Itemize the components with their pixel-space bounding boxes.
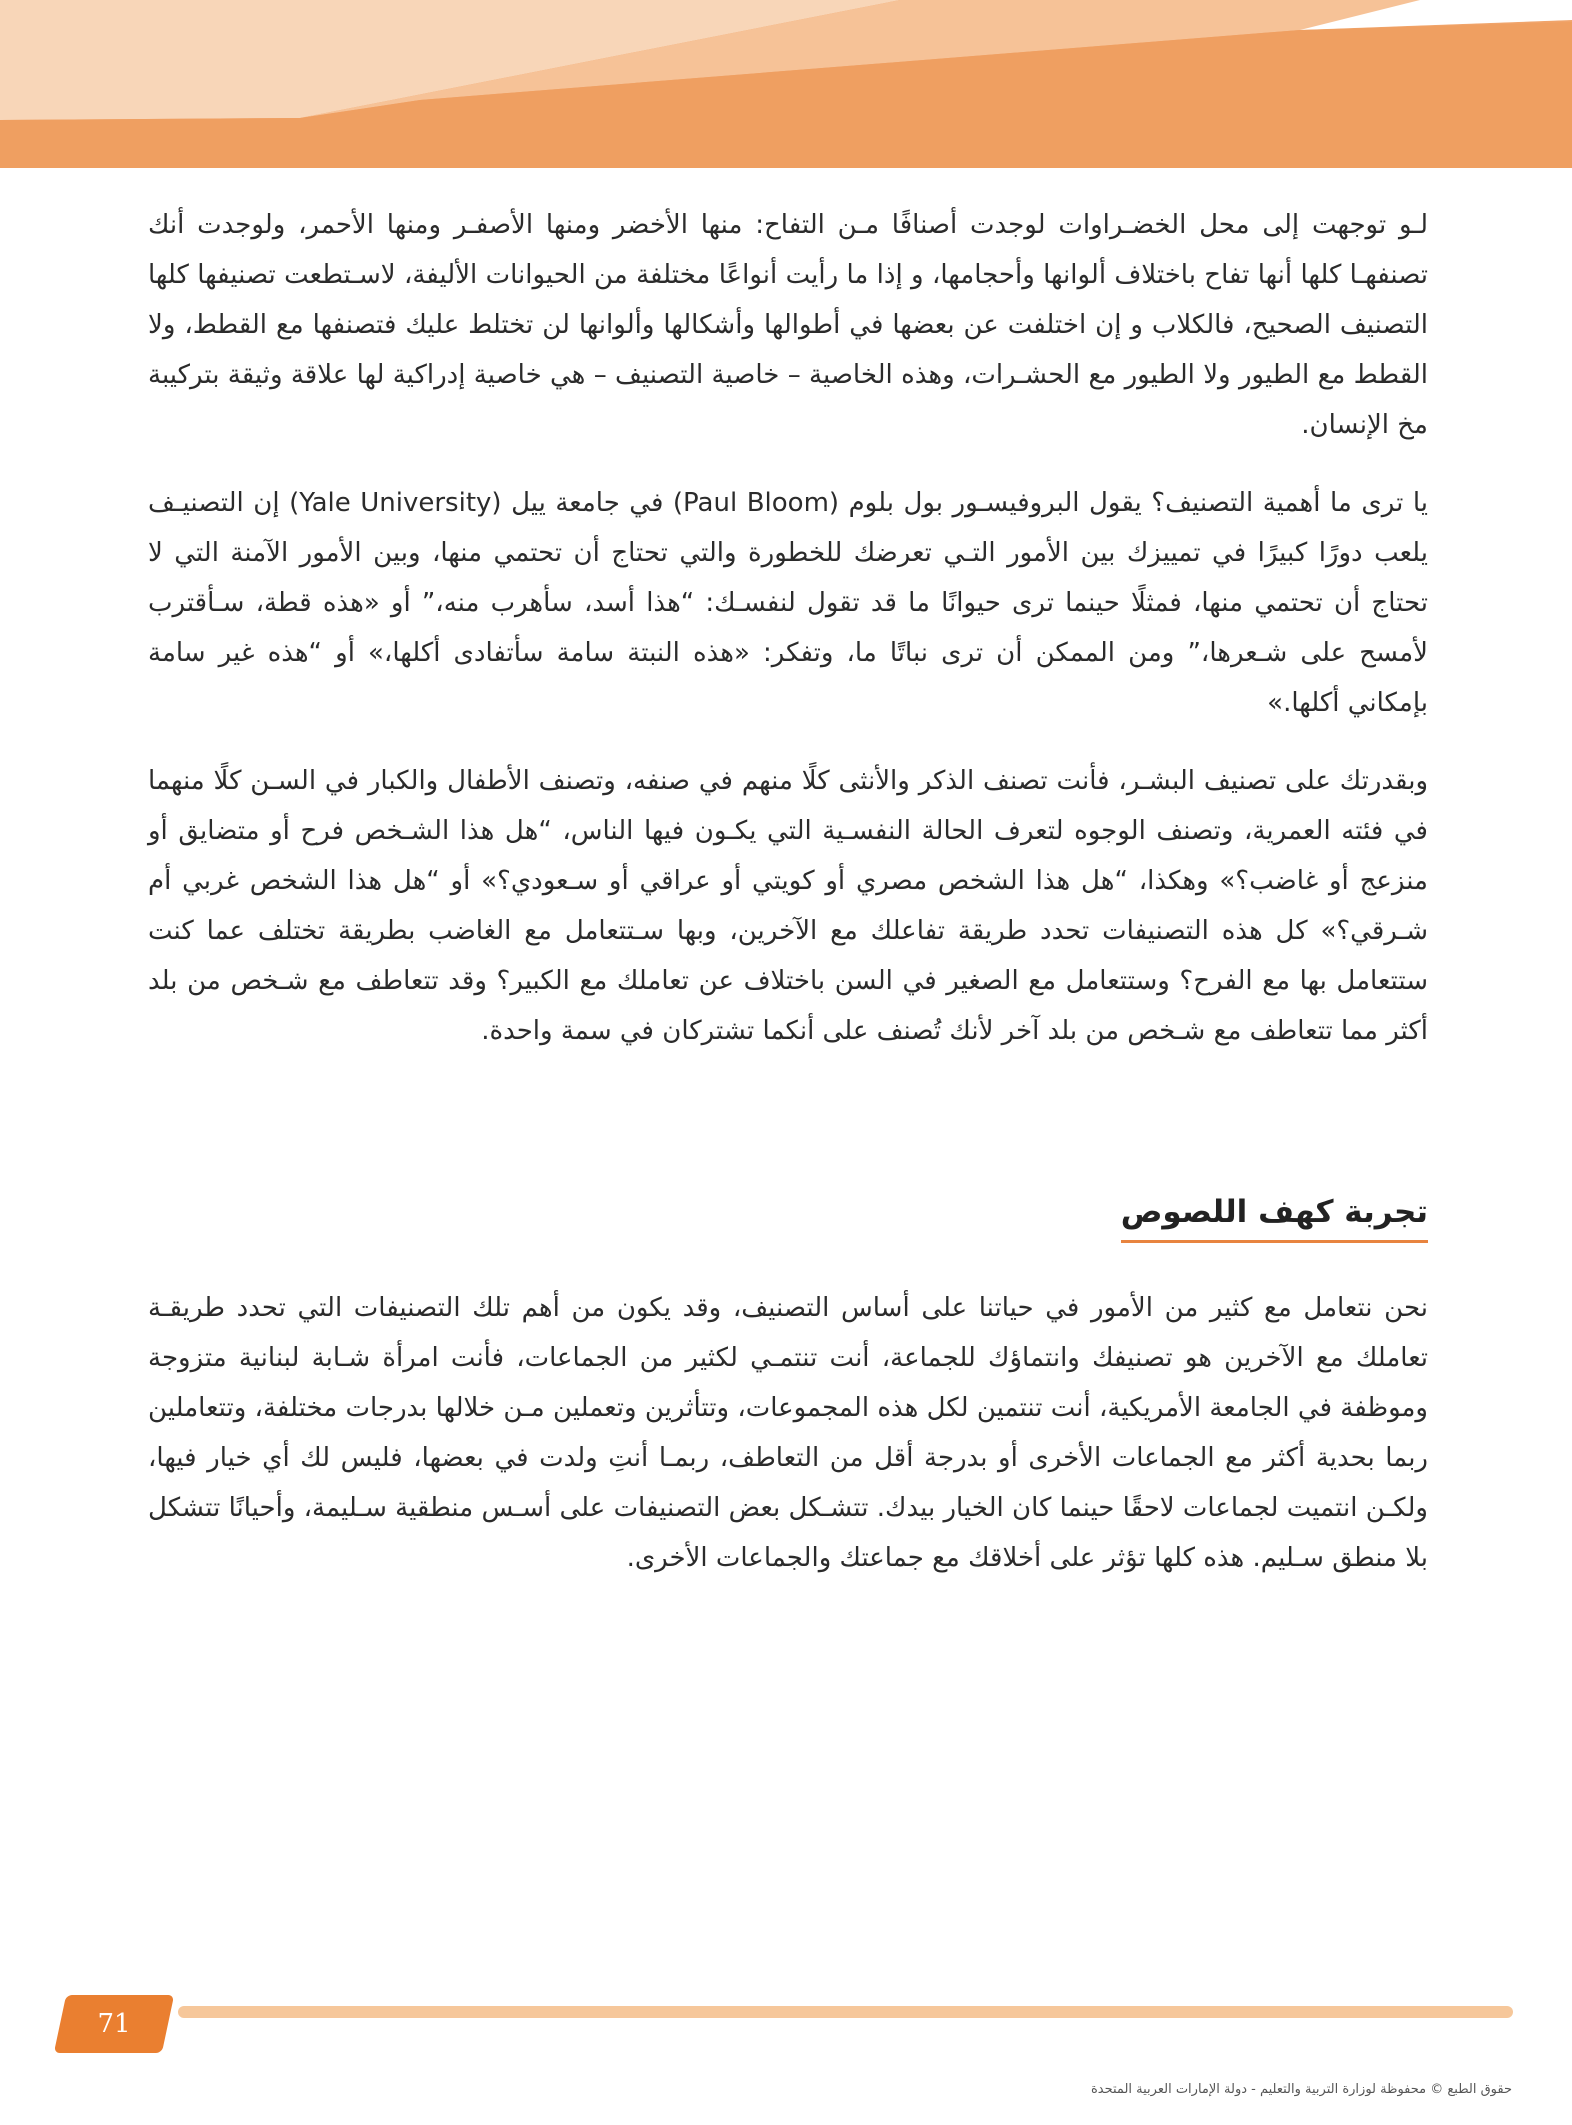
paragraph-groups: نحن نتعامل مع كثير من الأمور في حياتنا على أساس التصنيف، وقد يكون من أهم تلك التصنيفات التي تحدد طريقـة تعاملك مع الآخرين هو تصنيفك وانتماؤك للجماعة، أنت تنتمـي لكثير من الجماعات، فأنت امرأة شـابة لبنانية متزوجة وموظفة في الجامعة الأمريكية، أنت تنتمين لكل هذه المجموعات، وتتأثرين وتعملين مـن خلالها بدرجات مختلفة، وتتعاملين ربما بحدية أكثر مع الجماعات الأخرى أو بدرجة أقل من التعاطف، ربمـا أنتِ ولدت في بعضها، فليس لك أي خيار فيها، ولكـن انتميت لجماعات لاحقًا حينما كان الخيار بيدك. تتشـكل بعض التصنيفات على أسـس منطقية سـليمة، وأحيانًا تتشكل بلا منطق سـليم. هذه كلها تؤثر على أخلاقك مع جماعتك والجماعات الأخرى. xyxy=(148,1293,1428,1573)
paragraph-people: وبقدرتك على تصنيف البشـر، فأنت تصنف الذكر والأنثى كلًا منهم في صنفه، وتصنف الأطفال والكبار في السـن كلًا منهما في فئته العمرية، وتصنف الوجوه لتعرف الحالة النفسـية التي يكـون فيها الناس، “هل هذا الشـخص فرح أو متضايق أو منزعج أو غاضب؟» وهكذا، “هل هذا الشخص مصري أو كويتي أو عراقي أو سـعودي؟» أو “هل هذا الشخص غربي أم شـرقي؟» كل هذه التصنيفات تحدد طريقة تفاعلك مع الآخرين، وبها سـتتعامل مع الغاضب بطريقة تختلف عما كنت ستتعامل بها مع الفرح؟ وستتعامل مع الصغير في السن باختلاف عن تعاملك مع الكبير؟ وقد تتعاطف مع شـخص من بلد أكثر مما تتعاطف مع شـخص من بلد آخر لأنك تُصنف على أنكما تشتركان في سمة واحدة. xyxy=(148,766,1428,1046)
paragraph-apples: لـو توجهت إلى محل الخضـراوات لوجدت أصنافًا مـن التفاح: منها الأخضر ومنها الأصفـر ومنها الأحمر، ولوجدت أنك تصنفهـا كلها أنها تفاح باختلاف ألوانها وأحجامها، و إذا ما رأيت أنواعًا مختلفة من الحيوانات الأليفة، لاسـتطعت تصنيفها كلها التصنيف الصحيح، فالكلاب و إن اختلفت عن بعضها في أطوالها وأشكالها وألوانها لن تختلط عليك فتصنفها مع القطط، ولا القطط مع الطيور ولا الطيور مع الحشـرات، وهذه الخاصية – خاصية التصنيف – هي خاصية إدراكية لها علاقة وثيقة بتركيبة مخ الإنسان. xyxy=(148,210,1428,440)
page-number: 71 xyxy=(97,2009,131,2039)
section-title-wrap xyxy=(148,1084,1428,1283)
copyright-notice: حقوق الطبع © محفوظة لوزارة التربية والتعليم - دولة الإمارات العربية المتحدة xyxy=(1090,2082,1512,2097)
paragraph-importance: يا ترى ما أهمية التصنيف؟ يقول البروفيسـور بول بلوم (Paul Bloom) في جامعة ييل (Yale University) إن التصنيـف يلعب دورًا كبيرًا في تمييزك بين الأمور التـي تعرضك للخطورة والتي تحتاج أن تحتمي منها، وبين الأمور الآمنة التي لا تحتاج أن تحتمي منها، فمثلًا حينما ترى حيوانًا ما قد تقول لنفسـك: “هذا أسد، سأهرب منه،” أو «هذه قطة، سـأقترب لأمسح على شـعرها،” ومن الممكن أن ترى نباتًا ما، وتفكر: «هذه النبتة سامة سأتفادى أكلها،» أو “هذه غير سامة بإمكاني أكلها.» xyxy=(148,488,1428,718)
footer-bar xyxy=(178,2006,1513,2018)
header-banner xyxy=(0,0,1572,168)
section-title: تجربة كهف اللصوص xyxy=(1121,1194,1428,1243)
main-content xyxy=(148,200,1428,1611)
